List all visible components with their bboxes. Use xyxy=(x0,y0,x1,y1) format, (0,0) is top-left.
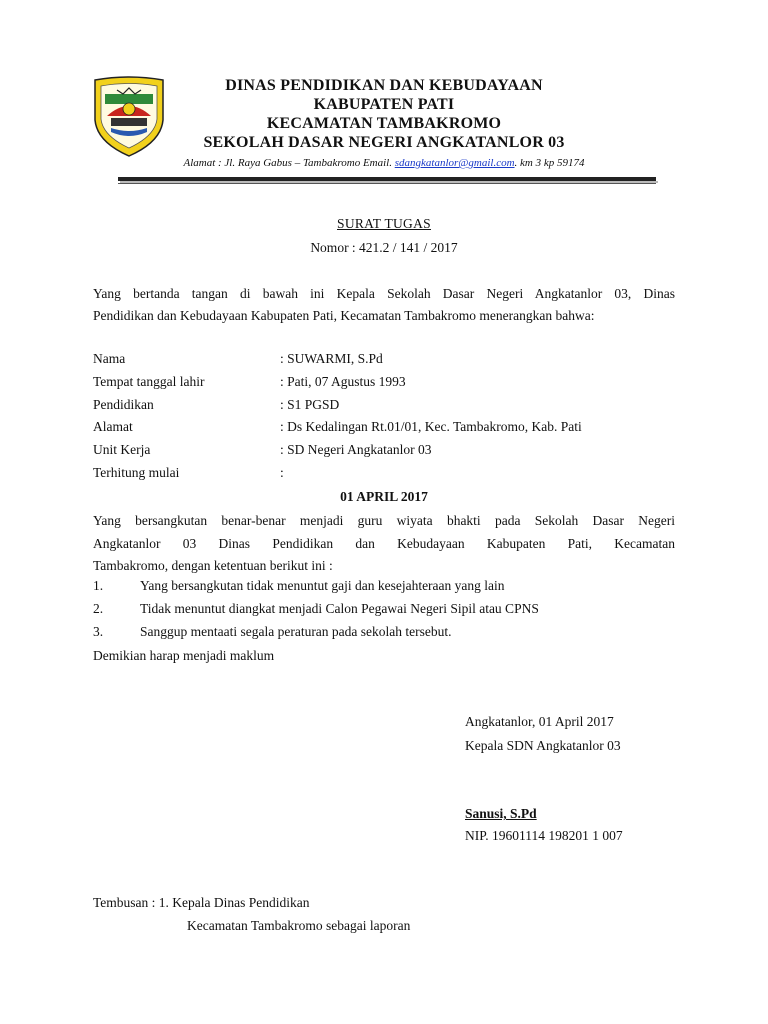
list-text: Sanggup mentaati segala peraturan pada sekolah tersebut. xyxy=(140,624,452,639)
start-date: 01 APRIL 2017 xyxy=(340,489,428,504)
field-label: Tempat tanggal lahir xyxy=(93,374,205,389)
list-text: Tidak menuntut diangkat menjadi Calon Pegawai Negeri Sipil atau CPNS xyxy=(140,601,539,616)
field-row-birth xyxy=(93,374,675,396)
field-value: : xyxy=(280,465,284,480)
district-name: KECAMATAN TAMBAKROMO xyxy=(266,115,502,132)
cc-line-1: Tembusan : 1. Kepala Dinas Pendidikan xyxy=(93,895,310,910)
field-label: Terhitung mulai xyxy=(93,465,180,480)
body-line-3: Tambakromo, dengan ketentuan berikut ini : xyxy=(93,558,333,573)
body-line-2: Angkatanlor 03 Dinas Pendidikan dan Kebudayaan Kabupaten Pati, Kecamatan xyxy=(93,536,675,551)
school-address xyxy=(120,157,648,170)
field-row-address xyxy=(93,419,675,441)
closing-sentence: Demikian harap menjadi maklum xyxy=(93,648,275,663)
opening-line-1: Yang bertanda tangan di bawah ini Kepala Sekolah Dasar Negeri Angkatanlor 03, Dinas xyxy=(93,286,675,301)
letterhead xyxy=(150,76,618,152)
list-number: 2. xyxy=(93,601,104,616)
signature-place-date: Angkatanlor, 01 April 2017 xyxy=(465,714,614,729)
address-suffix: . km 3 kp 59174 xyxy=(514,157,585,169)
signatory-name: Sanusi, S.Pd xyxy=(465,806,537,821)
signatory-nip: NIP. 19601114 198201 1 007 xyxy=(465,828,623,843)
field-value: : Pati, 07 Agustus 1993 xyxy=(280,374,406,389)
field-value: : S1 PGSD xyxy=(280,397,340,412)
field-value: : Ds Kedalingan Rt.01/01, Kec. Tambakromo, Kab. Pati xyxy=(280,419,582,434)
cc-line-2: Kecamatan Tambakromo sebagai laporan xyxy=(187,918,411,933)
field-label: Alamat xyxy=(93,419,133,434)
agency-name: DINAS PENDIDIKAN DAN KEBUDAYAAN xyxy=(225,77,543,94)
list-text: Yang bersangkutan tidak menuntut gaji dan kesejahteraan yang lain xyxy=(140,578,505,593)
list-number: 3. xyxy=(93,624,104,639)
header-divider-thin xyxy=(118,183,656,184)
letter-title: SURAT TUGAS xyxy=(337,216,431,231)
email-link[interactable]: sdangkatanlor@gmail.com xyxy=(394,157,515,169)
list-number: 1. xyxy=(93,578,104,593)
field-row-education xyxy=(93,397,675,419)
field-row-nama xyxy=(93,351,675,373)
field-value: : SUWARMI, S.Pd xyxy=(280,351,383,366)
school-name: SEKOLAH DASAR NEGERI ANGKATANLOR 03 xyxy=(203,134,565,151)
field-label: Pendidikan xyxy=(93,397,154,412)
field-row-unit xyxy=(93,442,675,464)
address-prefix: Alamat : Jl. Raya Gabus – Tambakromo Email. xyxy=(183,157,395,169)
field-label: Nama xyxy=(93,351,126,366)
field-row-start xyxy=(93,465,675,487)
regency-name: KABUPATEN PATI xyxy=(313,96,455,113)
letter-number: Nomor : 421.2 / 141 / 2017 xyxy=(310,240,458,255)
field-label: Unit Kerja xyxy=(93,442,151,457)
field-value: : SD Negeri Angkatanlor 03 xyxy=(280,442,432,457)
signature-position: Kepala SDN Angkatanlor 03 xyxy=(465,738,621,753)
opening-line-2: Pendidikan dan Kebudayaan Kabupaten Pati, Kecamatan Tambakromo menerangkan bahwa: xyxy=(93,308,595,323)
body-line-1: Yang bersangkutan benar-benar menjadi guru wiyata bhakti pada Sekolah Dasar Negeri xyxy=(93,513,675,528)
